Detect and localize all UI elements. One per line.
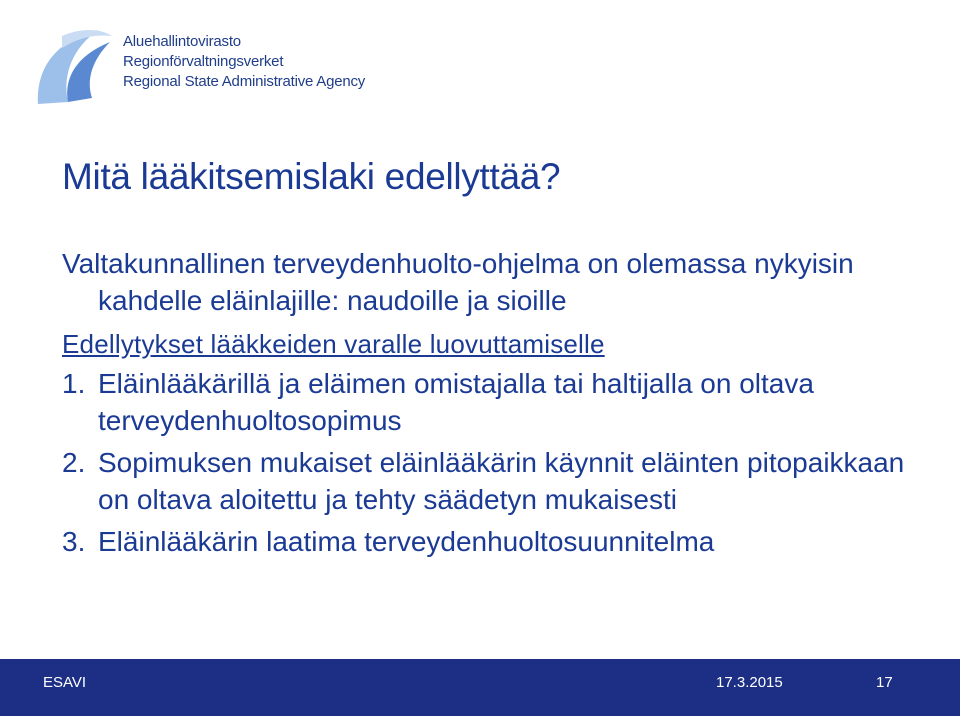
requirements-list: [62, 365, 922, 560]
slide-title: Mitä lääkitsemislaki edellyttää?: [62, 156, 561, 197]
list-item-text: Eläinlääkärin laatima terveydenhuoltosuunnitelma: [98, 526, 715, 557]
list-item: [62, 523, 922, 560]
footer-date: 17.3.2015: [716, 674, 783, 691]
slide-body: [62, 245, 922, 560]
subheading: Edellytykset lääkkeiden varalle luovuttamiselle: [62, 329, 605, 359]
logo-text: [123, 32, 365, 92]
footer-bar: [0, 659, 960, 716]
logo-emblem-icon: [28, 26, 118, 106]
agency-logo: [28, 26, 448, 116]
list-item-text: Sopimuksen mukaiset eläinlääkärin käynnit eläinten pitopaikkaan on oltava aloitettu ja tehty säädetyn mukaisesti: [98, 447, 905, 515]
list-item: [62, 365, 922, 439]
list-item-text: Eläinlääkärillä ja eläimen omistajalla tai haltijalla on oltava terveydenhuoltosopimus: [98, 368, 814, 436]
logo-line-en: Regional State Administrative Agency: [123, 73, 366, 90]
footer-org: ESAVI: [43, 674, 87, 691]
page-number: 17: [876, 674, 893, 691]
list-item-number: 2.: [62, 447, 86, 478]
logo-line-fi: Aluehallintovirasto: [123, 33, 241, 50]
list-item-number: 1.: [62, 368, 86, 399]
list-item-number: 3.: [62, 526, 86, 557]
intro-paragraph: Valtakunnallinen terveydenhuolto-ohjelma on olemassa nykyisin kahdelle eläinlajille: naudoille ja sioille: [62, 248, 854, 316]
list-item: [62, 444, 922, 518]
logo-line-sv: Regionförvaltningsverket: [123, 53, 284, 70]
